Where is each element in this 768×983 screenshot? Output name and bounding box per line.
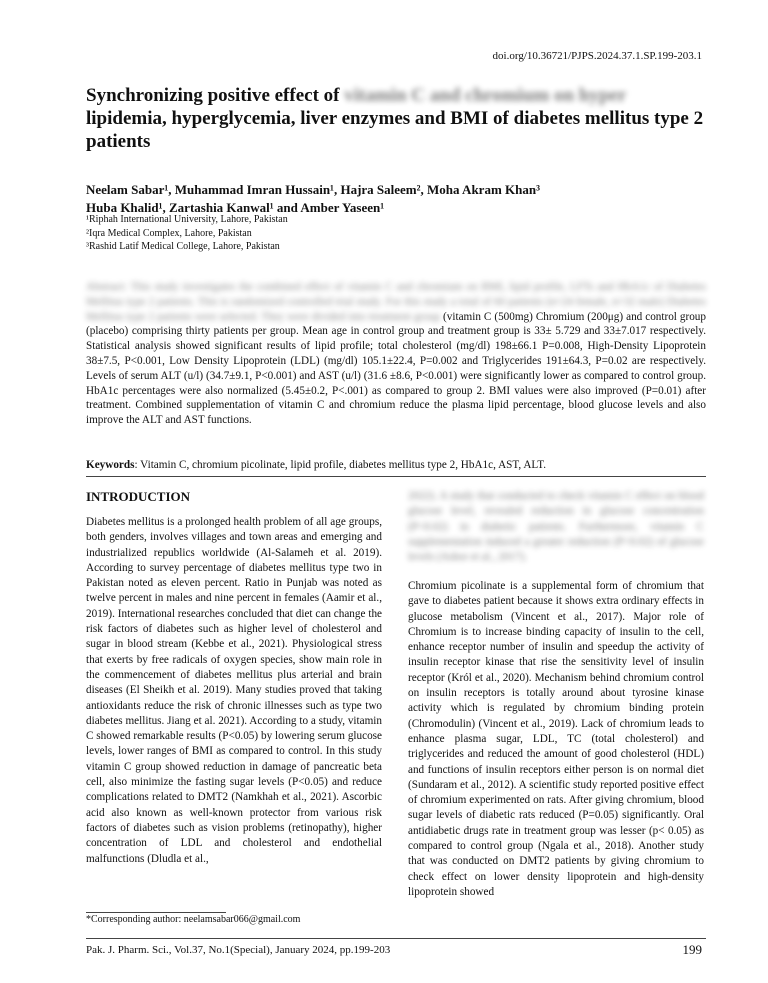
affiliation-3: ³Rashid Latif Medical College, Lahore, Pakistan: [86, 241, 280, 252]
title-rest: lipidemia, hyperglycemia, liver enzymes and BMI of diabetes mellitus type 2 patients: [86, 108, 704, 152]
abstract-blurred: Abstract: This study investigates the combined effect of vitamin C and chromium on BMI, lipid profile, LFTs and HbA1c of Diabetes Mellitus type 2 patients. This is randomized controlled trial study. For this study a total of 60 patients (n=24 female, n=32 male) Diabetes Mellitus type 2 patients were selected. They were divided into treatment group: [86, 281, 706, 323]
author-list: [86, 181, 686, 217]
affiliation-2: ²Iqra Medical Complex, Lahore, Pakistan: [86, 227, 252, 239]
footer-divider: [86, 938, 706, 939]
intro-right-paragraph: Chromium picolinate is a supplemental form of chromium that gave to diabetes patient because it shows extra ordinary effects in glucose metabolism (Vincent et al., 2017). Major role of Chromium is to increase binding capacity of insulin to the cell, enhance receptor number of insulin and speedup the activity of insulin receptor kinase that rise the sensitivity level of insulin receptor (Król et al., 2020). Mechanism behind chromium control on insulin receptors is totally around about tyrosine kinase activity which is regulated by chromium binding protein (Chromodulin) (Vincent et al., 2019). Lack of chromium leads to enhance plasma sugar, LDL, TC (total cholesterol) and triglycerides and reduced the amount of good cholesterol (HDL) and functions of insulin receptors either person is on normal diet (Sundaram et al., 2012). A scientific study reported positive effect of chromium experimented on rats. After giving chromium, blood sugar levels of diabetic rats reduced (P=0.05) significantly. Oral antidiabetic drugs rate in treatment group was lesser (p< 0.05) as compared to control group (Ngala et al., 2018). Another study that was conducted on DMT2 patients by giving chromium to check effect on lower density lipoprotein and high-density lipoprotein showed: [408, 580, 704, 898]
right-column: [408, 579, 704, 900]
introduction-heading: INTRODUCTION: [86, 489, 191, 504]
page-number: 199: [682, 942, 702, 957]
corresponding-author: *Corresponding author: neelamsabar066@gmail.com: [86, 914, 301, 925]
footnote-divider: [86, 912, 226, 913]
affiliations: [86, 213, 288, 254]
right-column-top: [408, 489, 704, 565]
section-divider: [86, 476, 706, 477]
author-line-2: Huba Khalid¹, Zartashia Kanwal¹ and Amber Yaseen¹: [86, 200, 385, 215]
doi-text: doi.org/10.36721/PJPS.2024.37.1.SP.199-203.1: [492, 50, 702, 62]
affiliation-1: ¹Riphah International University, Lahore, Pakistan: [86, 214, 288, 225]
author-line-1: Neelam Sabar¹, Muhammad Imran Hussain¹, Hajra Saleem², Moha Akram Khan³: [86, 182, 540, 197]
paper-title: [86, 84, 706, 153]
keywords: [86, 458, 706, 472]
title-blurred: vitamin C and chromium on hyper: [344, 85, 626, 106]
keywords-label: Keywords: [86, 459, 135, 471]
intro-left-paragraph: Diabetes mellitus is a prolonged health problem of all age groups, both genders, involves villages and town areas and emerging and industrialized republics worldwide (Al-Salameh et al. 2019). According to survey percentage of diabetes mellitus type two in Pakistan noted as eleven percent. Ratio in Punjab was noted as twelve percent in males and nine percent in females (Aamir et al., 2019). International researches concluded that diet can change the risk factors of diabetes such as higher level of cholesterol and sugar in blood stream (Kebbe et al., 2021). Physiological stress that exerts by free radicals of oxygen species, show main role in the commencement of diabetes mellitus plus arterial and brain diseases (El Sheikh et al. 2019). Many studies proved that taking antioxidants reduce the risk of chronic illnesses such as type two diabetes mellitus. Jiang et al. 2021). According to a study, vitamin C showed remarkable results (P<0.05) by lowering serum glucose levels, lower ranges of BMI as compared to control. In this study vitamin C group showed reduction in damage of pancreatic beta cell, also minimize the fasting sugar levels (P<0.05) and reduce complications related to DMT2 (Namkhah et al., 2021). Ascorbic acid also known as well-known protector from various risk factors of diabetes such as vision problems (retinopathy), higher concentration of LDL and cholesterol and endothelial malfunctions (Dludla et al.,: [86, 516, 382, 865]
title-visible: Synchronizing positive effect of: [86, 85, 340, 106]
abstract: [86, 280, 706, 428]
keywords-text: : Vitamin C, chromium picolinate, lipid profile, diabetes mellitus type 2, HbA1c, AST, ALT.: [134, 459, 547, 471]
intro-right-blurred: 2022). A study that conducted to check vitamin C effect on blood glucose level, revealed reduction in glucose concentration (P<0.02) in diabetic patients. Furthermore, vitamin C supplementation induced a greater reduction (P<0.02) of glucose levels (Ashor et al., 2017).: [408, 490, 704, 564]
left-column: [86, 515, 382, 867]
abstract-visible: (vitamin C (500mg) Chromium (200μg) and control group (placebo) comprising thirty patients per group. Mean age in control group and treatment group is 33± 5.729 and 33±7.017 respectively. Statistical analysis showed significant results of lipid profile; total cholesterol (mg/dl) 198±66.1 P=0.008, High-Density Lipoprotein 38±7.5, P<0.001, Low Density Lipoprotein (LDL) (mg/dl) 105.1±22.4, P=0.002 and Triglycerides 191±64.3, P=0.02 are respectively. Levels of serum ALT (u/l) (34.7±9.1, P<0.001) and AST (u/l) (31.6 ±8.6, P<0.001) were significantly lower as compared to control group. HbA1c percentages were also normalized (5.45±0.2, P<.001) as compared to group 2. BMI values were also improved (P=0.01) after treatment. Combined supplementation of vitamin C and chromium reduce the plasma lipid percentage, blood glucose levels and also improve the ALT and AST functions.: [86, 310, 706, 427]
journal-citation: Pak. J. Pharm. Sci., Vol.37, No.1(Special), January 2024, pp.199-203: [86, 944, 391, 956]
